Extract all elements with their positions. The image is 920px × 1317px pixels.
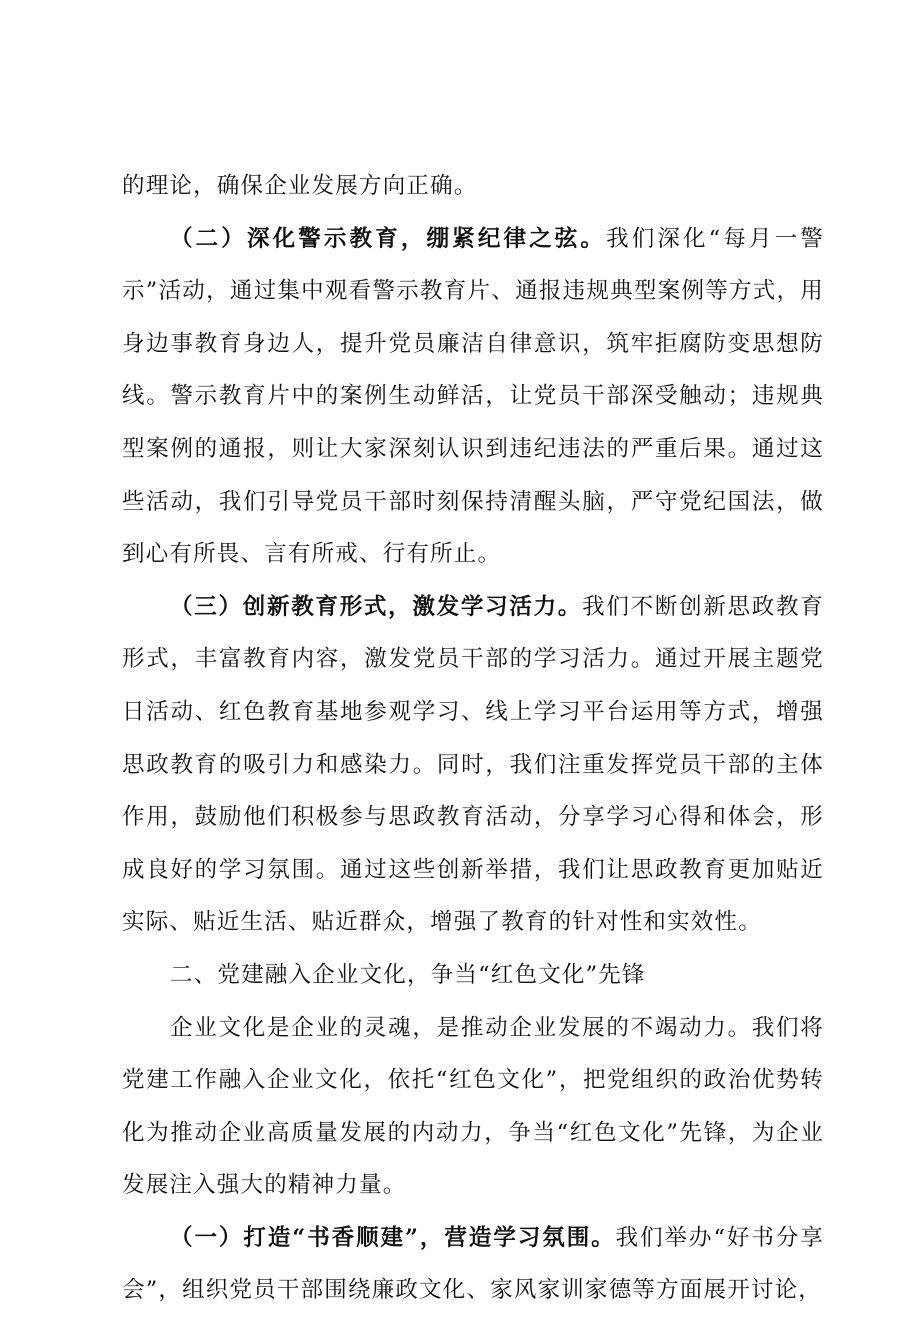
paragraph-text: 我们不断创新思政教育形式，丰富教育内容，激发党员干部的学习活力。通过开展主题党日活动、红色教育基地参观学习、线上学习平台运用等方式，增强思政教育的吸引力和感染力。同时，我们注重发挥党员干部的主体作用，鼓励他们积极参与思政教育活动，分享学习心得和体会，形成良好的学习氛围。通过这些创新举措，我们让思政教育更加贴近实际、贴近生活、贴近群众，增强了教育的针对性和实效性。 xyxy=(122,593,824,936)
document-body xyxy=(122,160,824,1317)
paragraph-innovative-education xyxy=(122,581,824,949)
paragraph-text: 的理论，确保企业发展方向正确。 xyxy=(122,173,478,199)
paragraph-text: 我们深化“每月一警示”活动，通过集中观看警示教育片、通报违规典型案例等方式，用身边事教育身边人，提升党员廉洁自律意识，筑牢拒腐防变思想防线。警示教育片中的案例生动鲜活，让党员干部深受触动；违规典型案例的通报，则让大家深刻认识到违纪违法的严重后果。通过这些活动，我们引导党员干部时刻保持清醒头脑，严守党纪国法，做到心有所畏、言有所戒、行有所止。 xyxy=(122,225,824,568)
paragraph-text: 企业文化是企业的灵魂，是推动企业发展的不竭动力。我们将党建工作融入企业文化，依托“红色文化”，把党组织的政治优势转化为推动企业高质量发展的内动力，争当“红色文化”先锋，为企业发展注入强大的精神力量。 xyxy=(122,1014,824,1199)
paragraph-warning-education xyxy=(122,213,824,581)
paragraph-book-sharing xyxy=(122,1212,824,1317)
subsection-heading: （二）深化警示教育，绷紧纪律之弦。 xyxy=(170,225,607,252)
paragraph-text: 我们举办“好书分享会”，组织党员干部围绕廉政文化、家风家训家德等方面展开讨论， xyxy=(122,1224,825,1304)
subsection-heading: （一）打造“书香顺建”，营造学习氛围。 xyxy=(170,1224,616,1251)
subsection-heading: （三）创新教育形式，激发学习活力。 xyxy=(170,593,583,620)
section-heading-text: 二、党建融入企业文化，争当“红色文化”先锋 xyxy=(170,961,646,988)
paragraph-corporate-culture xyxy=(122,1002,824,1212)
paragraph-continuation xyxy=(122,160,824,213)
section-heading xyxy=(122,949,824,1002)
